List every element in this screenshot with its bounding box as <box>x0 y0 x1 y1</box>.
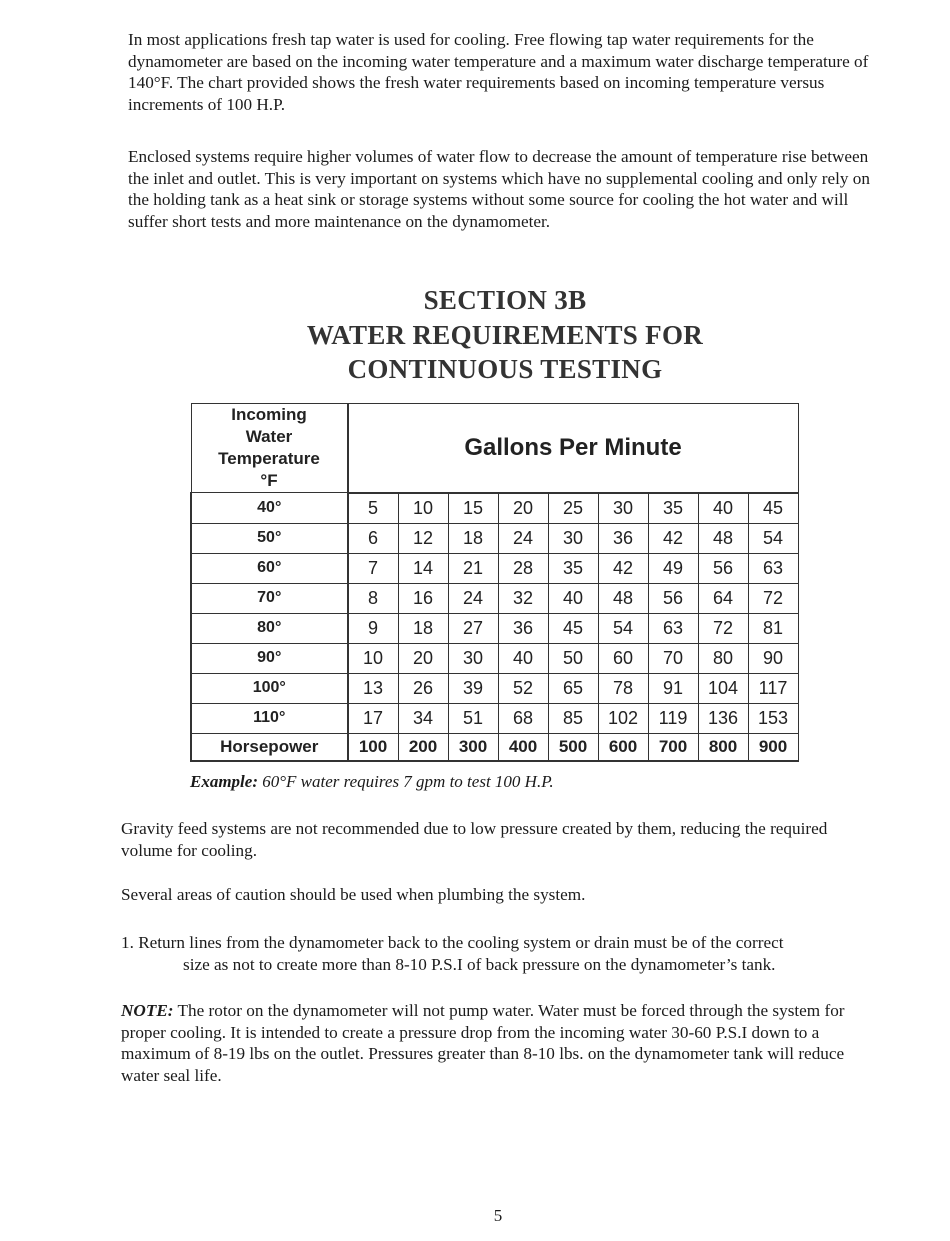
gpm-value-cell: 56 <box>698 553 748 583</box>
temperature-column-header <box>191 404 348 493</box>
horsepower-value-cell: 800 <box>698 733 748 761</box>
gpm-value-cell: 20 <box>498 493 548 524</box>
water-requirements-table <box>190 403 799 762</box>
gpm-value-cell: 104 <box>698 673 748 703</box>
gpm-value-cell: 72 <box>698 613 748 643</box>
gpm-value-cell: 119 <box>648 703 698 733</box>
gpm-value-cell: 16 <box>398 583 448 613</box>
gpm-value-cell: 24 <box>448 583 498 613</box>
temperature-header-line: Temperature <box>218 449 320 468</box>
intro-paragraph-2: Enclosed systems require higher volumes of water flow to decrease the amount of temperature rise between the inlet and outlet. This is very important on systems which have no supplemental cooling and only rely on the holding tank as a heat sink or storage systems without some source for cooling the hot water and will suffer short tests and more maintenance on the dynamometer. <box>128 147 870 231</box>
gpm-value-cell: 85 <box>548 703 598 733</box>
gpm-value-cell: 117 <box>748 673 798 703</box>
horsepower-value-cell: 600 <box>598 733 648 761</box>
gpm-value-cell: 81 <box>748 613 798 643</box>
gpm-value-cell: 54 <box>598 613 648 643</box>
temperature-cell: 110° <box>191 703 348 733</box>
gpm-value-cell: 70 <box>648 643 698 673</box>
example-text: 60°F water requires 7 gpm to test 100 H.P. <box>262 772 554 791</box>
gpm-value-cell: 54 <box>748 523 798 553</box>
gpm-value-cell: 68 <box>498 703 548 733</box>
horsepower-value-cell: 100 <box>348 733 399 761</box>
gpm-value-cell: 40 <box>498 643 548 673</box>
gpm-value-cell: 90 <box>748 643 798 673</box>
section-title-line-1: WATER REQUIREMENTS FOR <box>306 320 704 350</box>
gpm-value-cell: 26 <box>398 673 448 703</box>
gpm-value-cell: 24 <box>498 523 548 553</box>
gpm-value-cell: 65 <box>548 673 598 703</box>
gpm-value-cell: 15 <box>448 493 498 524</box>
gpm-value-cell: 27 <box>448 613 498 643</box>
table-row <box>191 643 798 673</box>
table-row <box>191 583 798 613</box>
gpm-value-cell: 18 <box>448 523 498 553</box>
note-label: NOTE: <box>121 1001 174 1020</box>
gpm-value-cell: 80 <box>698 643 748 673</box>
temperature-cell: 60° <box>191 553 348 583</box>
temperature-cell: 100° <box>191 673 348 703</box>
table-row <box>191 703 798 733</box>
temperature-header-line: °F <box>260 471 278 490</box>
gpm-value-cell: 9 <box>348 613 399 643</box>
gpm-value-cell: 48 <box>598 583 648 613</box>
gpm-value-cell: 5 <box>348 493 399 524</box>
gpm-value-cell: 91 <box>648 673 698 703</box>
gpm-value-cell: 49 <box>648 553 698 583</box>
gpm-value-cell: 25 <box>548 493 598 524</box>
temperature-cell: 50° <box>191 523 348 553</box>
gpm-value-cell: 21 <box>448 553 498 583</box>
gpm-value-cell: 63 <box>748 553 798 583</box>
gpm-value-cell: 40 <box>548 583 598 613</box>
gpm-value-cell: 72 <box>748 583 798 613</box>
gpm-value-cell: 60 <box>598 643 648 673</box>
gpm-value-cell: 56 <box>648 583 698 613</box>
horsepower-row <box>191 733 798 761</box>
list-item-line-2: size as not to create more than 8-10 P.S.I of back pressure on the dynamometer’s tank. <box>183 954 776 974</box>
gpm-value-cell: 78 <box>598 673 648 703</box>
horsepower-label: Horsepower <box>191 733 348 761</box>
gpm-value-cell: 12 <box>398 523 448 553</box>
gpm-value-cell: 14 <box>398 553 448 583</box>
horsepower-value-cell: 500 <box>548 733 598 761</box>
gpm-value-cell: 10 <box>398 493 448 524</box>
intro-paragraph-1: In most applications fresh tap water is used for cooling. Free flowing tap water requirements for the dynamometer are based on the incoming water temperature and a maximum water discharge temperature of 140°F. The chart provided shows the fresh water requirements based on incoming temperature versus increments of 100 H.P. <box>128 30 869 114</box>
gpm-value-cell: 45 <box>748 493 798 524</box>
gpm-value-cell: 7 <box>348 553 399 583</box>
table-row <box>191 613 798 643</box>
horsepower-value-cell: 700 <box>648 733 698 761</box>
example-note <box>190 772 554 792</box>
page-number: 5 <box>493 1206 503 1225</box>
gpm-value-cell: 42 <box>648 523 698 553</box>
gpm-value-cell: 50 <box>548 643 598 673</box>
example-label: Example: <box>190 772 258 791</box>
gpm-value-cell: 30 <box>548 523 598 553</box>
gpm-value-cell: 13 <box>348 673 399 703</box>
horsepower-value-cell: 300 <box>448 733 498 761</box>
note-text: The rotor on the dynamometer will not pump water. Water must be forced through the system for proper cooling. It is intended to create a pressure drop from the incoming water 30-60 P.S.I down to a maximum of 8-19 lbs on the outlet. Pressures greater than 8-10 lbs. on the dynamometer tank will reduce water seal life. <box>121 1001 845 1085</box>
list-item-return-lines <box>121 932 881 975</box>
temperature-cell: 40° <box>191 493 348 524</box>
note-paragraph <box>121 1000 881 1086</box>
gpm-value-cell: 51 <box>448 703 498 733</box>
gpm-value-cell: 6 <box>348 523 399 553</box>
table-header-row <box>191 404 798 493</box>
list-item-line-1: 1. Return lines from the dynamometer back to the cooling system or drain must be of the correct <box>121 933 784 952</box>
table-row <box>191 493 798 524</box>
gpm-value-cell: 28 <box>498 553 548 583</box>
gpm-value-cell: 52 <box>498 673 548 703</box>
gpm-value-cell: 48 <box>698 523 748 553</box>
gpm-value-cell: 34 <box>398 703 448 733</box>
temperature-cell: 90° <box>191 643 348 673</box>
caution-paragraph: Several areas of caution should be used when plumbing the system. <box>121 885 586 904</box>
gpm-value-cell: 45 <box>548 613 598 643</box>
section-number: SECTION 3B <box>423 285 587 315</box>
gpm-value-cell: 153 <box>748 703 798 733</box>
gpm-value-cell: 17 <box>348 703 399 733</box>
gpm-value-cell: 102 <box>598 703 648 733</box>
gpm-value-cell: 8 <box>348 583 399 613</box>
gpm-value-cell: 30 <box>448 643 498 673</box>
gpm-value-cell: 20 <box>398 643 448 673</box>
gpm-value-cell: 36 <box>598 523 648 553</box>
gravity-feed-paragraph: Gravity feed systems are not recommended due to low pressure created by them, reducing the required volume for cooling. <box>121 819 828 860</box>
section-title-line-2: CONTINUOUS TESTING <box>347 354 663 384</box>
gpm-value-cell: 18 <box>398 613 448 643</box>
temperature-header-line: Incoming <box>231 405 307 424</box>
gpm-value-cell: 42 <box>598 553 648 583</box>
gpm-value-cell: 40 <box>698 493 748 524</box>
gpm-value-cell: 35 <box>648 493 698 524</box>
gpm-value-cell: 35 <box>548 553 598 583</box>
temperature-cell: 70° <box>191 583 348 613</box>
temperature-cell: 80° <box>191 613 348 643</box>
gpm-value-cell: 32 <box>498 583 548 613</box>
gpm-value-cell: 64 <box>698 583 748 613</box>
table-row <box>191 523 798 553</box>
gpm-value-cell: 136 <box>698 703 748 733</box>
horsepower-value-cell: 200 <box>398 733 448 761</box>
gpm-value-cell: 10 <box>348 643 399 673</box>
gpm-value-cell: 30 <box>598 493 648 524</box>
gpm-value-cell: 36 <box>498 613 548 643</box>
table-row <box>191 673 798 703</box>
table-row <box>191 553 798 583</box>
gallons-per-minute-header: Gallons Per Minute <box>348 404 799 493</box>
gpm-value-cell: 39 <box>448 673 498 703</box>
gpm-value-cell: 63 <box>648 613 698 643</box>
temperature-header-line: Water <box>245 427 293 446</box>
horsepower-value-cell: 900 <box>748 733 798 761</box>
horsepower-value-cell: 400 <box>498 733 548 761</box>
